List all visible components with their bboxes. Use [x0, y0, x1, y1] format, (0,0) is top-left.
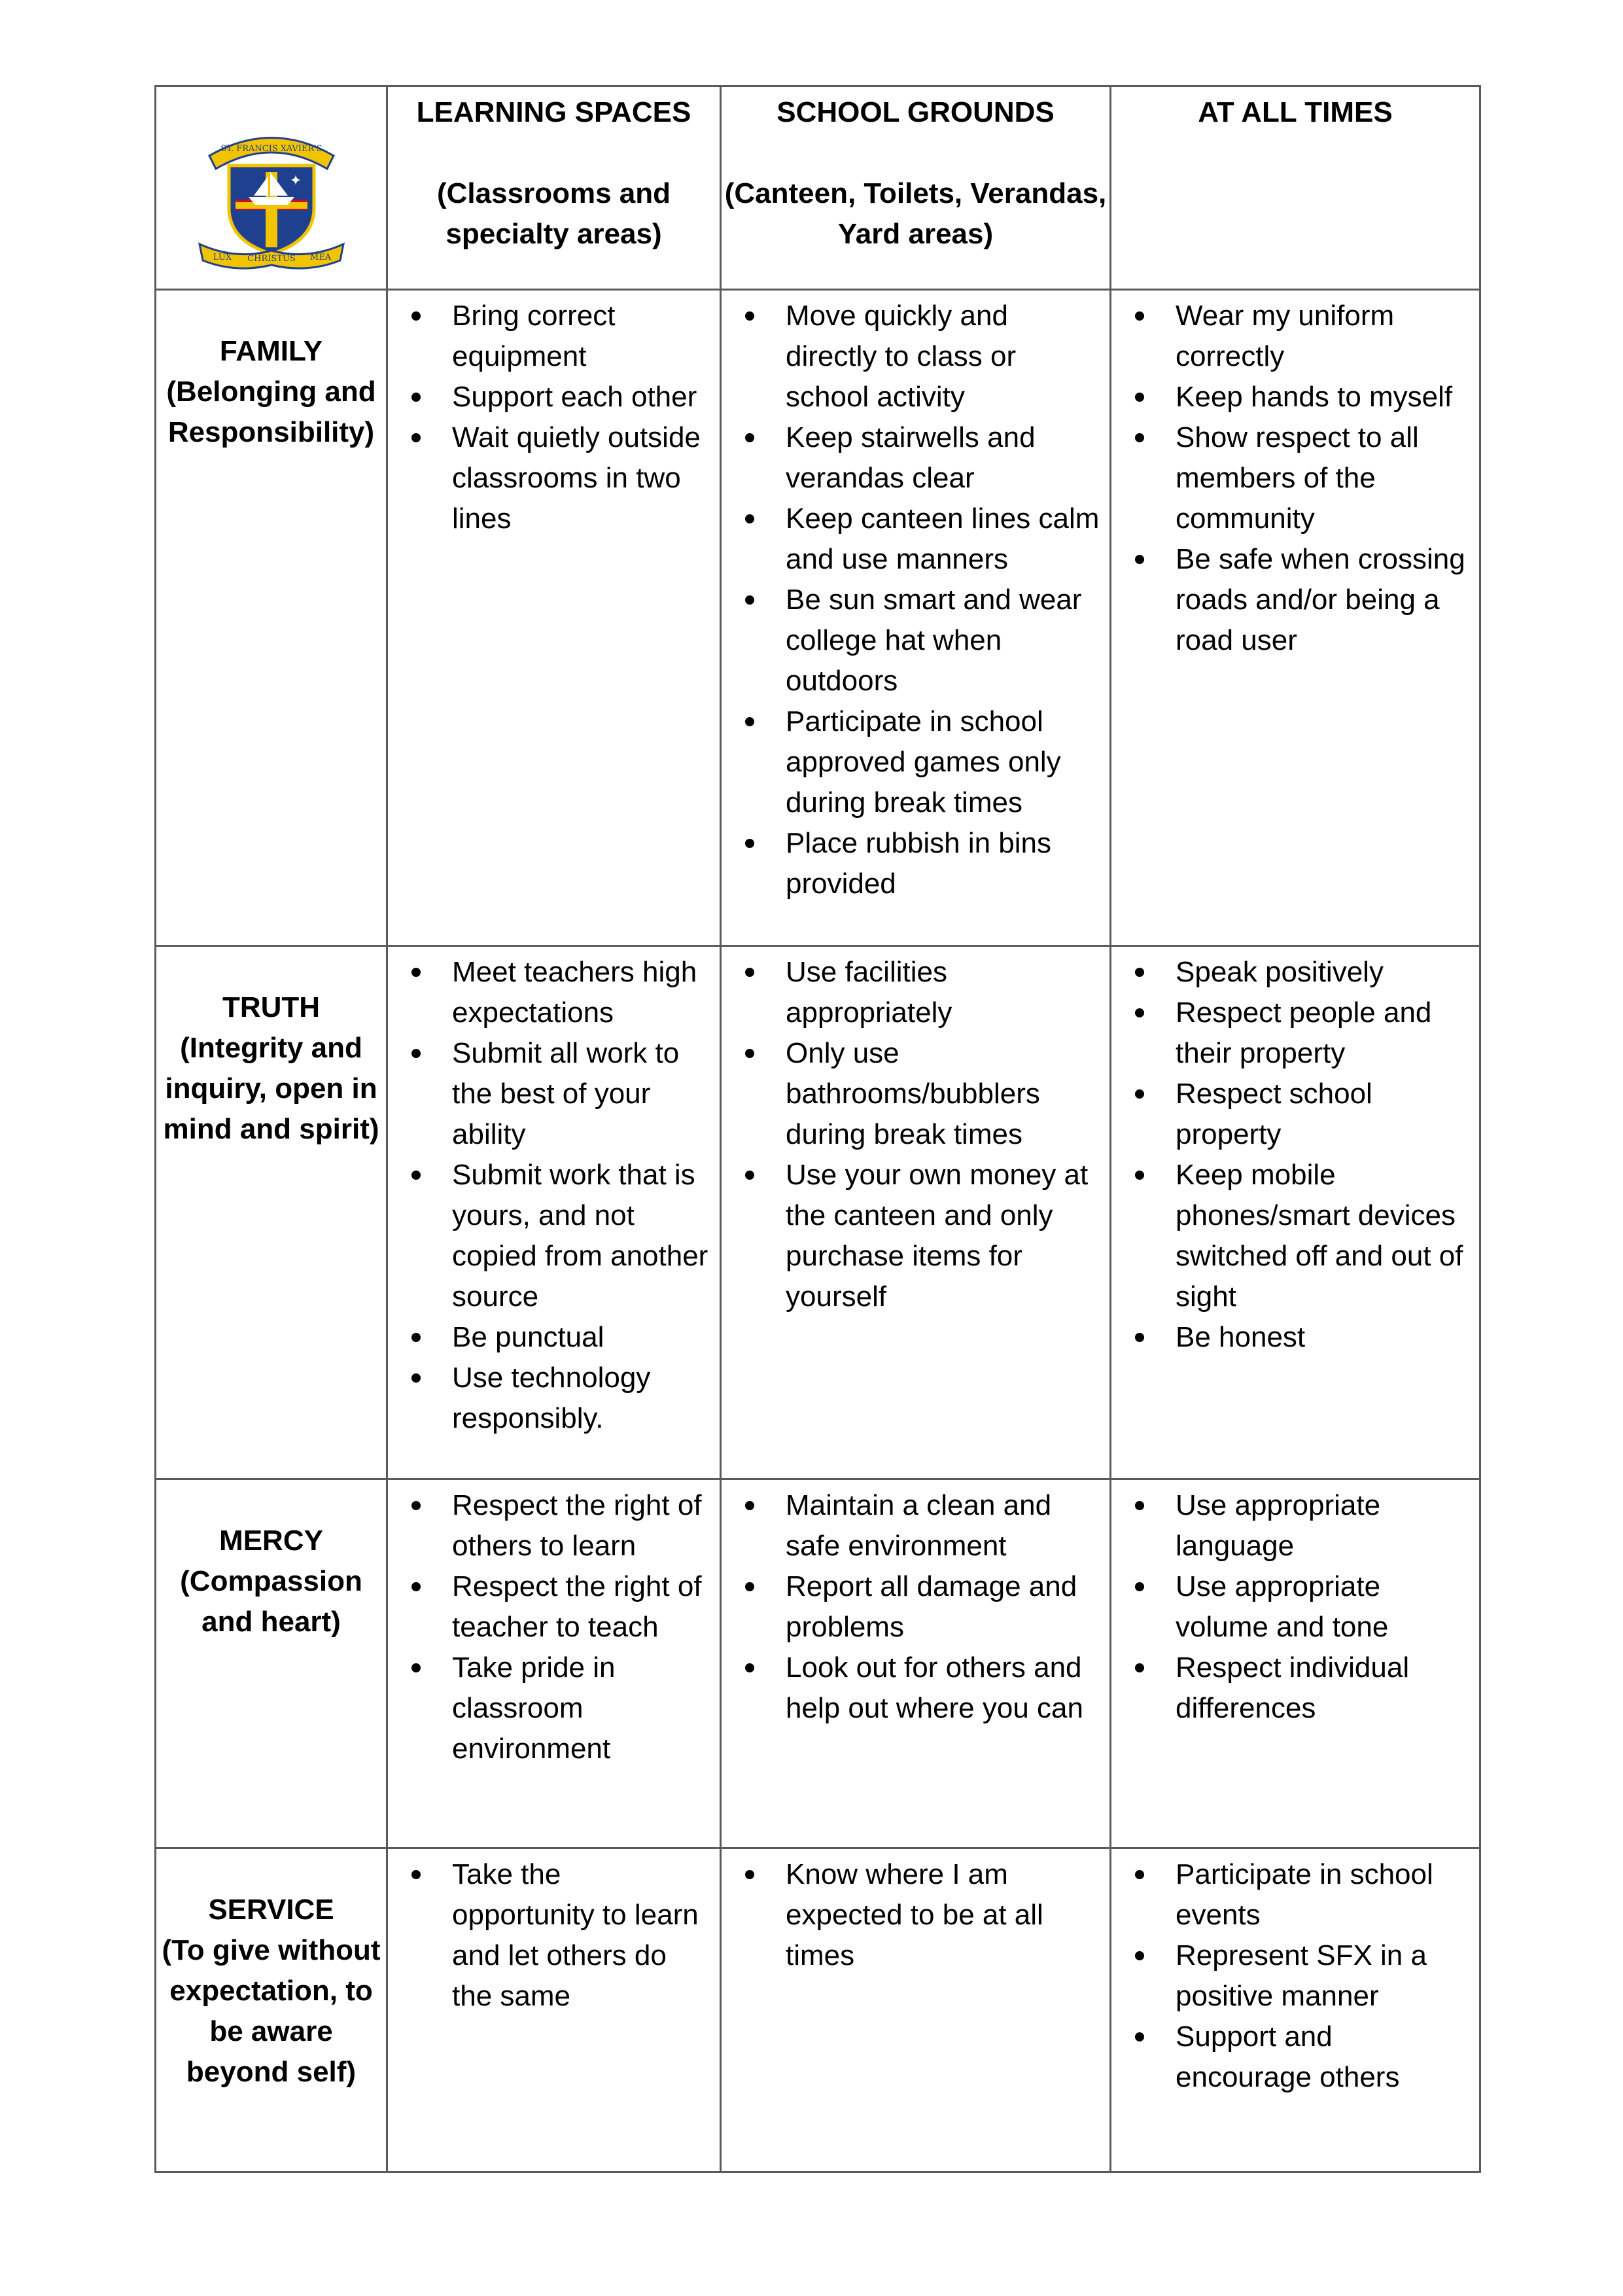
row-subtitle: (Belonging and Responsibility) [166, 376, 376, 448]
column-title: AT ALL TIMES [1198, 96, 1393, 128]
rule-item: Wear my uniform correctly [1176, 296, 1470, 377]
rules-cell-grounds [721, 290, 1111, 946]
rule-item: Meet teachers high expectations [452, 952, 710, 1033]
row-title: TRUTH [222, 991, 321, 1023]
rule-item: Look out for others and help out where you can [786, 1648, 1100, 1729]
value-row-mercy [156, 1479, 1480, 1848]
rule-item: Respect the right of others to learn [452, 1485, 710, 1566]
column-header-at-all-times [1111, 86, 1480, 290]
row-title: FAMILY [219, 335, 323, 367]
rules-list [722, 1849, 1109, 1976]
row-subtitle: (Integrity and inquiry, open in mind and spirit) [163, 1032, 379, 1145]
rules-list [388, 947, 720, 1439]
rule-item: Respect the right of teacher to teach [452, 1566, 710, 1648]
column-title: LEARNING SPACES [416, 96, 691, 128]
rule-item: Be sun smart and wear college hat when outdoors [786, 580, 1100, 701]
rules-list [1111, 1849, 1479, 2098]
rule-item: Keep stairwells and verandas clear [786, 417, 1100, 499]
rule-item: Use facilities appropriately [786, 952, 1100, 1033]
school-crest-logo [196, 120, 347, 270]
rules-list [388, 1480, 720, 1769]
rule-item: Show respect to all members of the community [1176, 417, 1470, 539]
rule-item: Keep mobile phones/smart devices switched off and out of sight [1176, 1155, 1470, 1317]
rule-item: Keep canteen lines calm and use manners [786, 499, 1100, 580]
rules-cell-always [1111, 1479, 1480, 1848]
rule-item: Be punctual [452, 1317, 710, 1358]
rules-cell-learning [387, 946, 721, 1479]
rule-item: Be honest [1176, 1317, 1470, 1358]
crest-motto-left: LUX [213, 253, 232, 262]
behaviour-matrix-table [154, 85, 1481, 2173]
crest-motto-right: MEA [309, 253, 331, 262]
crest-motto-center: CHRISTUS [247, 254, 296, 264]
rules-list [722, 947, 1109, 1317]
rule-item: Bring correct equipment [452, 296, 710, 377]
header-row [156, 86, 1480, 290]
crest-cell [156, 86, 387, 290]
rule-item: Use your own money at the canteen and only purchase items for yourself [786, 1155, 1100, 1317]
column-subtitle: (Canteen, Toilets, Verandas, Yard areas) [724, 177, 1107, 250]
row-subtitle: (To give without expectation, to be aware beyond self) [162, 1934, 381, 2088]
rule-item: Use technology responsibly. [452, 1358, 710, 1439]
crest-top-text: ST. FRANCIS XAVIER'S [220, 144, 323, 154]
rules-list [722, 1480, 1109, 1729]
rule-item: Respect people and their property [1176, 993, 1470, 1074]
rule-item: Maintain a clean and safe environment [786, 1485, 1100, 1566]
row-subtitle: (Compassion and heart) [180, 1565, 362, 1638]
column-subtitle: (Classrooms and specialty areas) [437, 177, 671, 250]
rule-item: Submit work that is yours, and not copied from another source [452, 1155, 710, 1317]
rule-item: Participate in school events [1176, 1854, 1470, 1935]
value-row-service [156, 1848, 1480, 2172]
row-header [156, 290, 387, 946]
rule-item: Participate in school approved games only during break times [786, 701, 1100, 823]
rules-list [388, 291, 720, 539]
svg-text:✦: ✦ [289, 172, 302, 188]
rule-item: Place rubbish in bins provided [786, 823, 1100, 904]
rule-item: Support and encourage others [1176, 2017, 1470, 2098]
rule-item: Support each other [452, 377, 710, 417]
value-row-truth [156, 946, 1480, 1479]
rule-item: Respect school property [1176, 1074, 1470, 1155]
rules-cell-always [1111, 1848, 1480, 2172]
rule-item: Speak positively [1176, 952, 1470, 993]
column-title: SCHOOL GROUNDS [777, 96, 1055, 128]
rule-item: Keep hands to myself [1176, 377, 1470, 417]
rules-list [1111, 291, 1479, 661]
rule-item: Know where I am expected to be at all times [786, 1854, 1100, 1976]
row-header [156, 1479, 387, 1848]
rule-item: Take the opportunity to learn and let others do the same [452, 1854, 710, 2017]
column-header-learning-spaces [387, 86, 721, 290]
row-title: SERVICE [208, 1894, 334, 1926]
rule-item: Move quickly and directly to class or school activity [786, 296, 1100, 417]
rules-list [1111, 1480, 1479, 1729]
rule-item: Use appropriate volume and tone [1176, 1566, 1470, 1648]
row-header [156, 946, 387, 1479]
rules-cell-always [1111, 290, 1480, 946]
row-header [156, 1848, 387, 2172]
rules-cell-learning [387, 1848, 721, 2172]
rule-item: Report all damage and problems [786, 1566, 1100, 1648]
rules-list [1111, 947, 1479, 1358]
rules-list [722, 291, 1109, 904]
rules-cell-grounds [721, 1479, 1111, 1848]
rules-cell-learning [387, 1479, 721, 1848]
rule-item: Submit all work to the best of your ability [452, 1033, 710, 1155]
rule-item: Only use bathrooms/bubblers during break times [786, 1033, 1100, 1155]
rule-item: Respect individual differences [1176, 1648, 1470, 1729]
value-row-family [156, 290, 1480, 946]
rule-item: Take pride in classroom environment [452, 1648, 710, 1769]
rule-item: Represent SFX in a positive manner [1176, 1935, 1470, 2017]
rules-cell-grounds [721, 946, 1111, 1479]
rule-item: Be safe when crossing roads and/or being a road user [1176, 539, 1470, 661]
row-title: MERCY [219, 1525, 323, 1557]
rules-cell-learning [387, 290, 721, 946]
rules-cell-grounds [721, 1848, 1111, 2172]
rule-item: Use appropriate language [1176, 1485, 1470, 1566]
column-header-school-grounds [721, 86, 1111, 290]
rules-cell-always [1111, 946, 1480, 1479]
rules-list [388, 1849, 720, 2017]
rule-item: Wait quietly outside classrooms in two lines [452, 417, 710, 539]
